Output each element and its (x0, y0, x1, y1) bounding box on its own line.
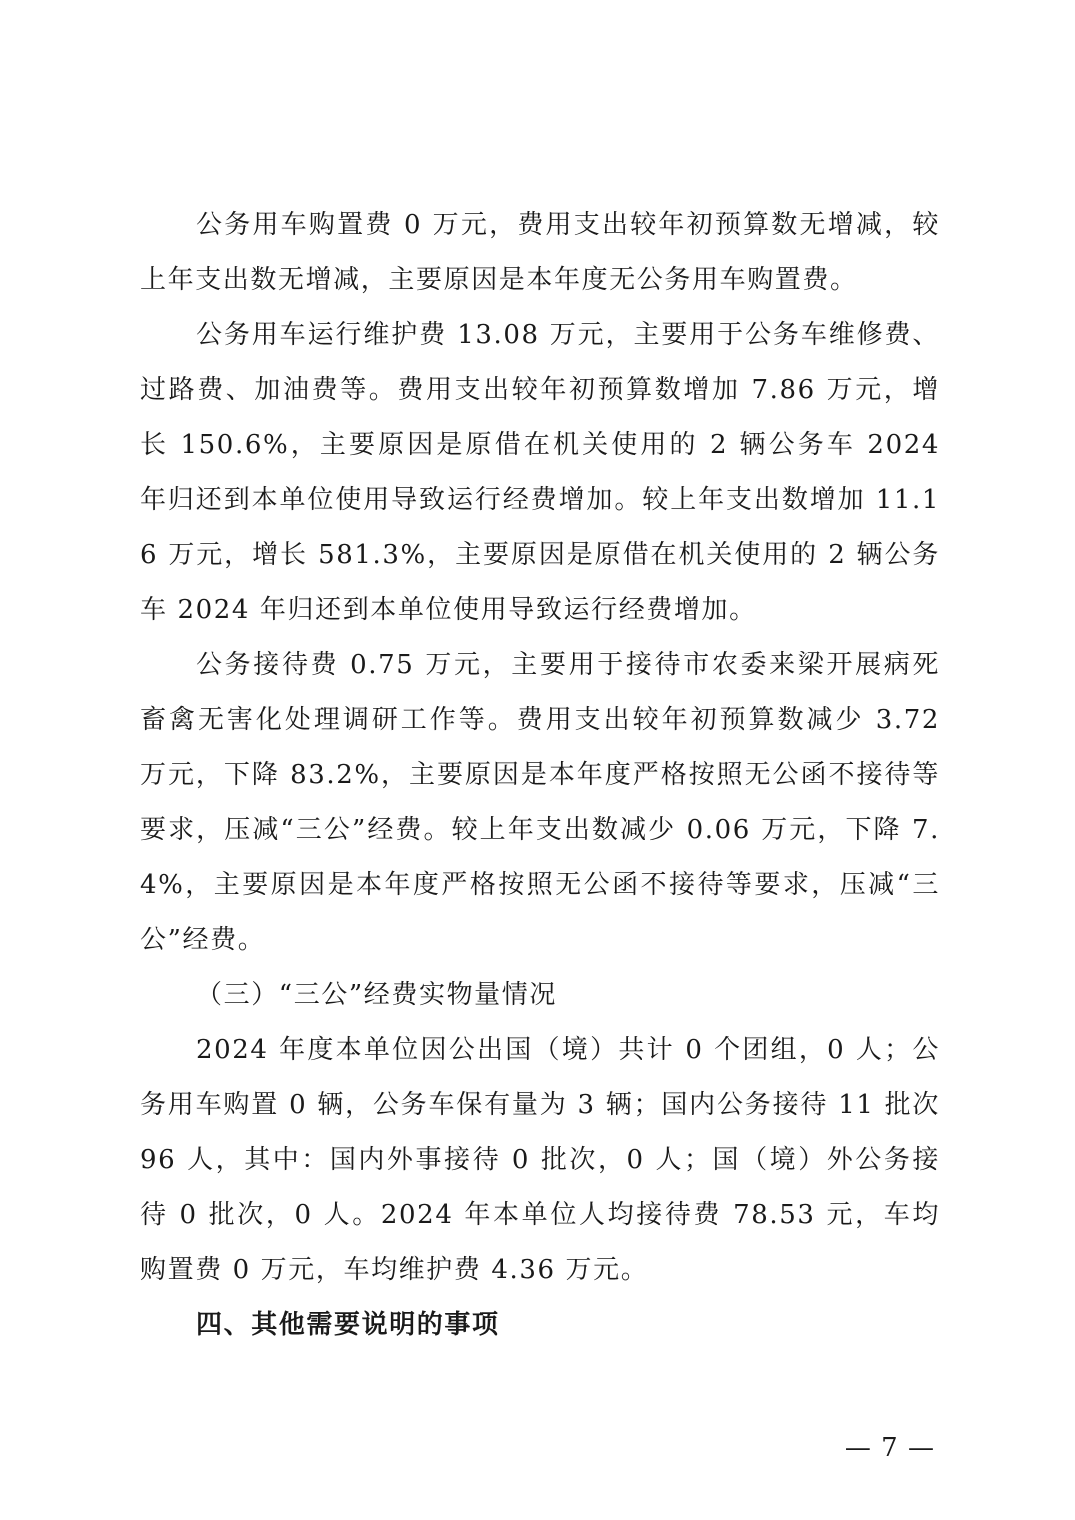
paragraph-reception-fee: 公务接待费 0.75 万元，主要用于接待市农委来梁开展病死畜禽无害化处理调研工作等。费用支出较年初预算数减少 3.72 万元，下降 83.2%，主要原因是本年度严格按照无公函不接待等要求，压减“三公”经费。较上年支出数减少 0.06 万元，下降 7.4%，主要原因是本年度严格按照无公函不接待等要求，压减“三公”经费。 (140, 650, 940, 955)
page-content (140, 198, 940, 1353)
paragraph-physical-quantity: 2024 年度本单位因公出国（境）共计 0 个团组，0 人；公务用车购置 0 辆，公务车保有量为 3 辆；国内公务接待 11 批次 96 人，其中：国内外事接待 0 批次，0 人；国（境）外公务接待 0 批次，0 人。2024 年本单位人均接待费 78.53 元，车均购置费 0 万元，车均维护费 4.36 万元。 (140, 1035, 940, 1285)
paragraph-vehicle-maintenance: 公务用车运行维护费 13.08 万元，主要用于公务车维修费、过路费、加油费等。费用支出较年初预算数增加 7.86 万元，增长 150.6%，主要原因是原借在机关使用的 2 辆公务车 2024 年归还到本单位使用导致运行经费增加。较上年支出数增加 11.16 万元，增长 581.3%，主要原因是原借在机关使用的 2 辆公务车 2024 年归还到本单位使用导致运行经费增加。 (140, 320, 940, 625)
subheading-physical-quantity: （三）“三公”经费实物量情况 (196, 980, 557, 1010)
section-heading-other-matters: 四、其他需要说明的事项 (196, 1310, 500, 1340)
page-number: — 7 — (844, 1433, 935, 1463)
paragraph-vehicle-purchase: 公务用车购置费 0 万元，费用支出较年初预算数无增减，较上年支出数无增减，主要原因是本年度无公务用车购置费。 (140, 210, 940, 295)
